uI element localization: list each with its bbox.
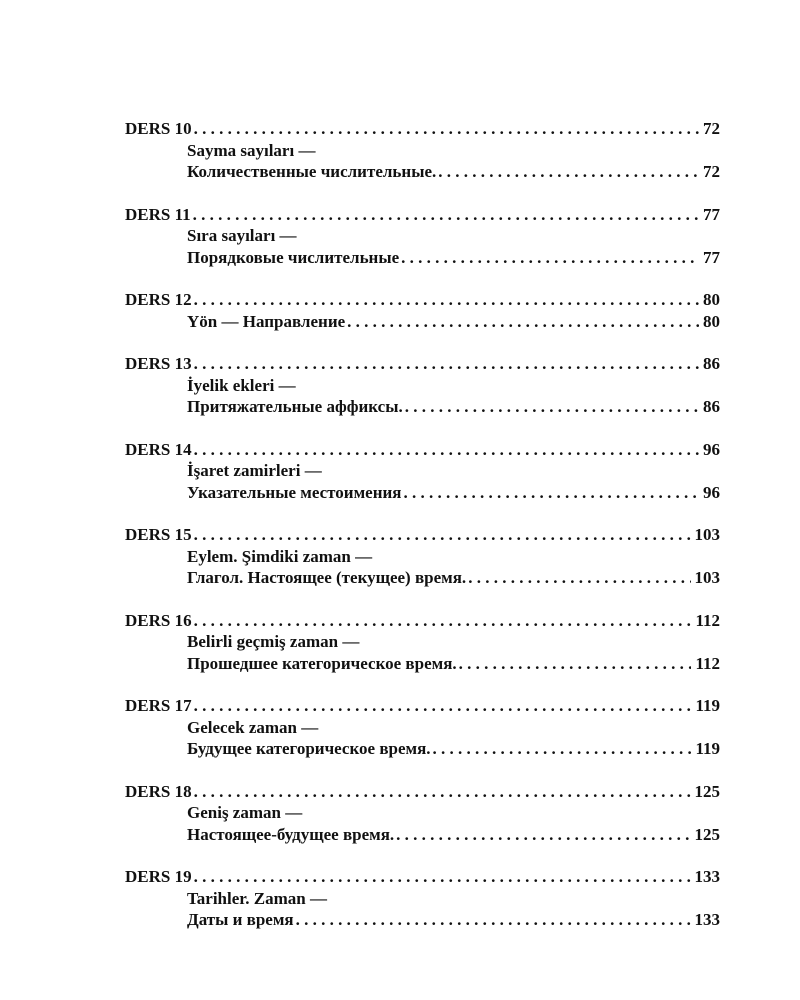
dot-leader	[401, 247, 699, 269]
dot-leader	[194, 439, 699, 461]
lesson-page-number: 125	[694, 781, 720, 801]
dot-leader	[347, 311, 699, 333]
dot-leader	[459, 653, 692, 675]
topic-line	[125, 717, 720, 739]
topic-page-number: 133	[694, 910, 720, 929]
topic-title: Yön — Направление	[187, 311, 346, 331]
topic-title: Притяжательные аффиксы.	[187, 397, 403, 416]
lesson-page-number: 77	[703, 204, 720, 224]
dot-leader	[405, 396, 699, 418]
topic-title: Настоящее-будущее время.	[187, 824, 395, 844]
lesson-page-number: 133	[694, 867, 720, 886]
lesson-title: DERS 17	[125, 696, 192, 715]
toc-entry	[125, 524, 720, 589]
topic-line	[125, 375, 720, 397]
lesson-page-number: 86	[703, 354, 720, 373]
lesson-title: DERS 13	[125, 354, 192, 373]
lesson-heading-line	[125, 353, 720, 375]
topic-line	[125, 482, 720, 504]
topic-line	[125, 546, 720, 568]
topic-page-number: 86	[703, 397, 720, 416]
toc-entry	[125, 781, 720, 846]
dot-leader	[194, 610, 692, 632]
topic-line	[125, 311, 720, 333]
dot-leader	[296, 909, 691, 931]
toc-entry	[125, 610, 720, 675]
lesson-heading-line	[125, 118, 720, 140]
topic-line	[125, 247, 720, 269]
topic-title: Количественные числительные.	[187, 162, 437, 181]
topic-line	[125, 225, 720, 247]
topic-title: İşaret zamirleri —	[187, 461, 322, 480]
lesson-page-number: 112	[695, 610, 720, 630]
lesson-heading-line	[125, 439, 720, 461]
lesson-heading-line	[125, 866, 720, 888]
lesson-page-number: 80	[703, 290, 720, 309]
topic-page-number: 119	[695, 739, 720, 758]
topic-page-number: 96	[703, 482, 720, 502]
topic-page-number: 112	[695, 653, 720, 673]
topic-line	[125, 888, 720, 910]
lesson-heading-line	[125, 781, 720, 803]
lesson-heading-line	[125, 289, 720, 311]
topic-line	[125, 567, 720, 589]
dot-leader	[396, 824, 690, 846]
dot-leader	[194, 289, 699, 311]
topic-title: Прошедшее категорическое время.	[187, 653, 457, 673]
toc-entry	[125, 118, 720, 183]
topic-title: Gelecek zaman —	[187, 717, 319, 737]
topic-line	[125, 824, 720, 846]
lesson-page-number: 119	[695, 696, 720, 715]
toc-entry	[125, 695, 720, 760]
topic-title: Глагол. Настоящее (текущее) время.	[187, 568, 467, 587]
topic-title: Tarihler. Zaman —	[187, 888, 327, 908]
topic-title: Указательные местоимения	[187, 482, 402, 502]
topic-page-number: 72	[703, 162, 720, 181]
topic-title: Даты и время	[187, 910, 294, 929]
dot-leader	[433, 738, 692, 760]
lesson-title: DERS 11	[125, 204, 191, 224]
toc-entry	[125, 866, 720, 931]
dot-leader	[194, 353, 699, 375]
lesson-title: DERS 18	[125, 781, 192, 801]
toc-entry	[125, 353, 720, 418]
dot-leader	[194, 524, 691, 546]
dot-leader	[438, 161, 699, 183]
topic-title: Sayma sayıları —	[187, 140, 316, 160]
lesson-heading-line	[125, 695, 720, 717]
lesson-title: DERS 14	[125, 439, 192, 459]
table-of-contents	[125, 118, 720, 952]
lesson-heading-line	[125, 610, 720, 632]
topic-title: Geniş zaman —	[187, 803, 303, 822]
topic-page-number: 77	[703, 247, 720, 267]
topic-title: İyelik ekleri —	[187, 375, 296, 395]
dot-leader	[193, 204, 699, 226]
lesson-page-number: 72	[703, 119, 720, 138]
lesson-title: DERS 15	[125, 525, 192, 544]
topic-title: Sıra sayıları —	[187, 226, 297, 245]
lesson-page-number: 96	[703, 439, 720, 459]
dot-leader	[194, 781, 691, 803]
lesson-title: DERS 10	[125, 119, 192, 138]
lesson-title: DERS 19	[125, 867, 192, 886]
topic-page-number: 103	[694, 568, 720, 587]
topic-line	[125, 161, 720, 183]
topic-line	[125, 631, 720, 653]
lesson-page-number: 103	[694, 525, 720, 544]
dot-leader	[404, 482, 699, 504]
dot-leader	[194, 695, 692, 717]
topic-line	[125, 738, 720, 760]
toc-entry	[125, 289, 720, 332]
topic-line	[125, 396, 720, 418]
dot-leader	[468, 567, 690, 589]
dot-leader	[194, 118, 699, 140]
lesson-heading-line	[125, 204, 720, 226]
lesson-title: DERS 12	[125, 290, 192, 309]
dot-leader	[194, 866, 691, 888]
topic-line	[125, 460, 720, 482]
topic-title: Будущее категорическое время.	[187, 739, 431, 758]
lesson-title: DERS 16	[125, 610, 192, 630]
topic-title: Belirli geçmiş zaman —	[187, 632, 360, 651]
topic-line	[125, 653, 720, 675]
topic-line	[125, 909, 720, 931]
topic-title: Eylem. Şimdiki zaman —	[187, 546, 373, 566]
topic-line	[125, 802, 720, 824]
topic-line	[125, 140, 720, 162]
lesson-heading-line	[125, 524, 720, 546]
toc-entry	[125, 439, 720, 504]
topic-title: Порядковые числительные	[187, 247, 400, 267]
topic-page-number: 125	[694, 824, 720, 844]
toc-entry	[125, 204, 720, 269]
topic-page-number: 80	[703, 311, 720, 331]
